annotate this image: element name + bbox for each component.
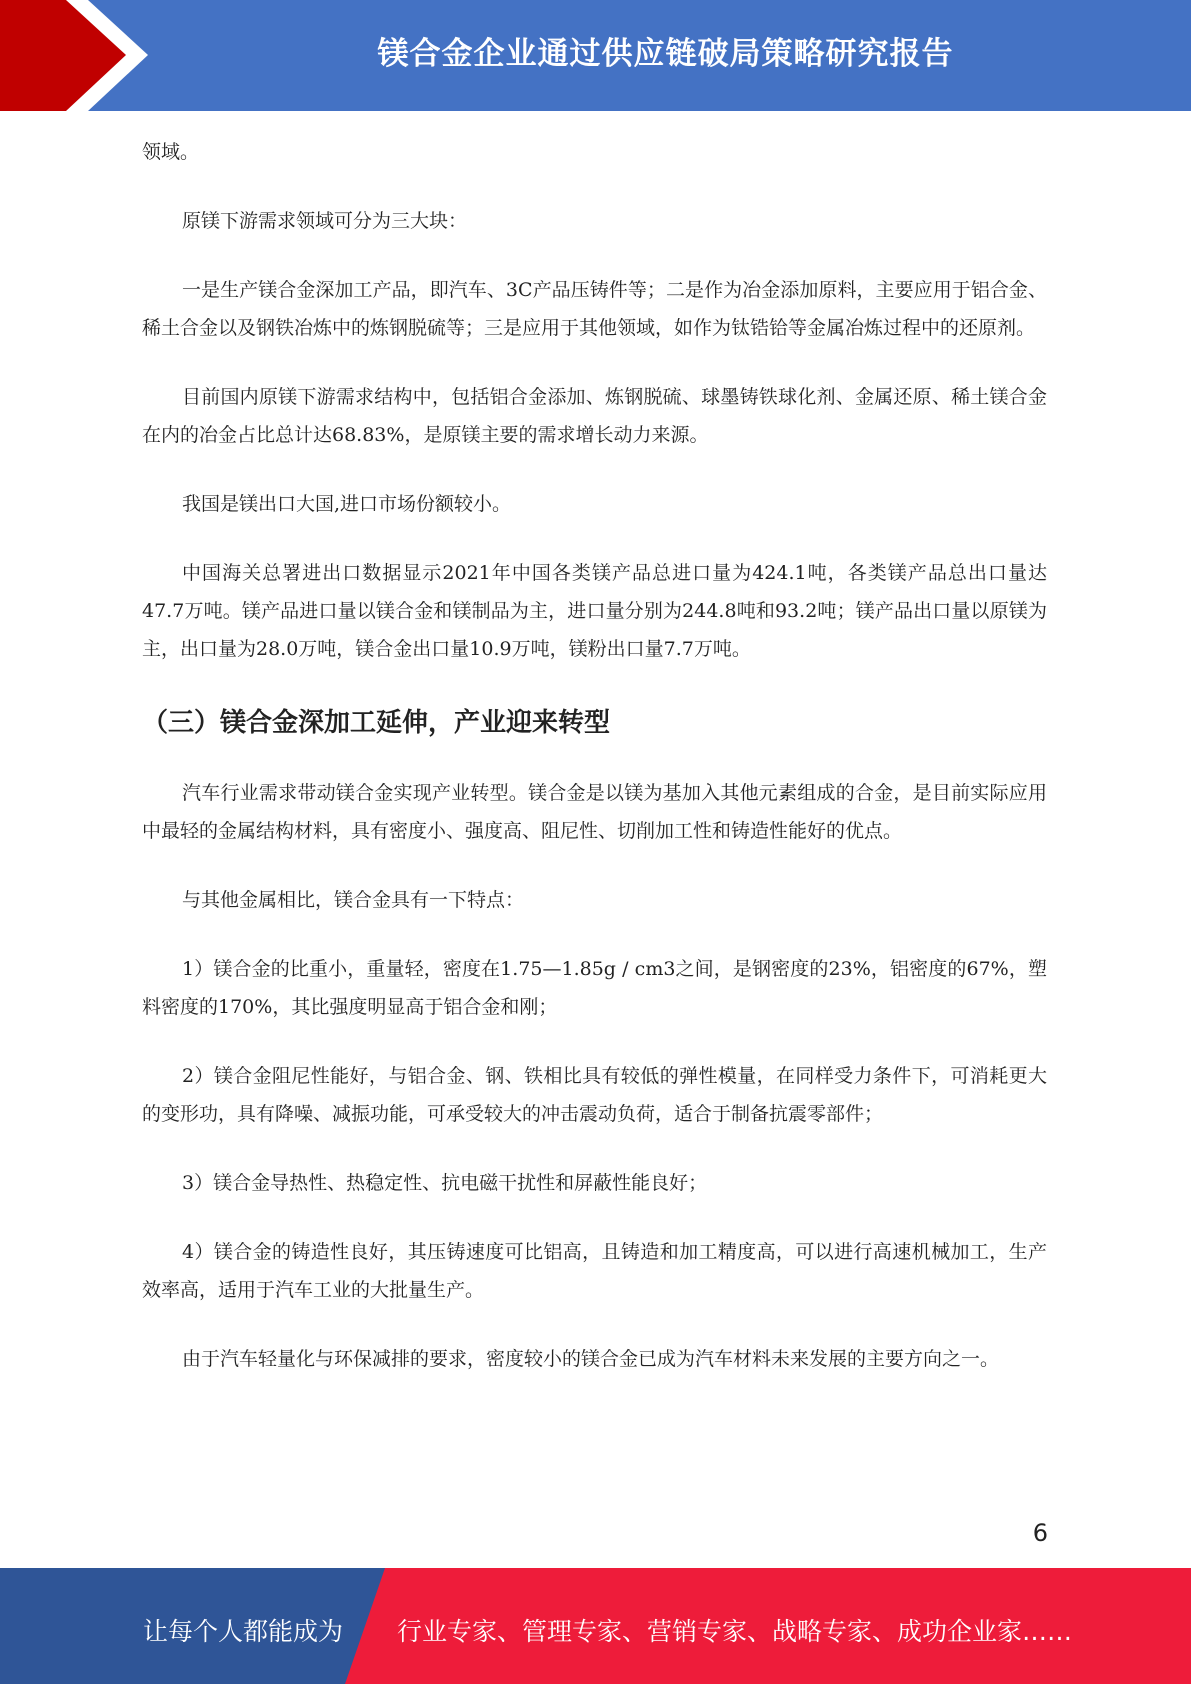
page-content	[142, 133, 1047, 1378]
paragraph: 汽车行业需求带动镁合金实现产业转型。镁合金是以镁为基加入其他元素组成的合金，是目前实际应用中最轻的金属结构材料，具有密度小、强度高、阻尼性、切削加工性和铸造性能好的优点。	[142, 782, 1047, 842]
paragraph: 1）镁合金的比重小，重量轻，密度在1.75—1.85g / cm3之间，是钢密度的23%，铝密度的67%，塑料密度的170%，其比强度明显高于铝合金和刚；	[142, 958, 1047, 1018]
paragraph: 目前国内原镁下游需求结构中，包括铝合金添加、炼钢脱硫、球墨铸铁球化剂、金属还原、稀土镁合金在内的冶金占比总计达68.83%，是原镁主要的需求增长动力来源。	[142, 386, 1047, 446]
page-footer	[0, 1568, 1191, 1684]
page-number: 6	[1032, 1519, 1048, 1547]
footer-slogan-left: 让每个人都能成为	[143, 1617, 344, 1646]
paragraph: 一是生产镁合金深加工产品，即汽车、3C产品压铸件等；二是作为冶金添加原料，主要应用于铝合金、稀土合金以及钢铁冶炼中的炼钢脱硫等；三是应用于其他领域，如作为钛锆铪等金属冶炼过程中的还原剂。	[142, 279, 1047, 339]
paragraph: 由于汽车轻量化与环保减排的要求，密度较小的镁合金已成为汽车材料未来发展的主要方向之一。	[182, 1348, 1000, 1370]
header-title: 镁合金企业通过供应链破局策略研究报告	[377, 36, 954, 72]
paragraph: 与其他金属相比，镁合金具有一下特点：	[182, 889, 525, 911]
page-header	[0, 0, 1191, 111]
paragraph: 4）镁合金的铸造性良好，其压铸速度可比铝高，且铸造和加工精度高，可以进行高速机械加工，生产效率高，适用于汽车工业的大批量生产。	[142, 1241, 1047, 1301]
paragraph: 原镁下游需求领域可分为三大块：	[182, 210, 468, 232]
paragraph: 2）镁合金阻尼性能好，与铝合金、钢、铁相比具有较低的弹性模量，在同样受力条件下，可消耗更大的变形功，具有降噪、减振功能，可承受较大的冲击震动负荷，适合于制备抗震零部件；	[142, 1065, 1047, 1125]
section-heading: （三）镁合金深加工延伸，产业迎来转型	[142, 708, 611, 738]
paragraph: 3）镁合金导热性、热稳定性、抗电磁干扰性和屏蔽性能良好；	[182, 1172, 708, 1194]
footer-slogan-right: 行业专家、管理专家、营销专家、战略专家、成功企业家……	[397, 1617, 1073, 1646]
paragraph: 领域。	[142, 141, 200, 163]
paragraph: 我国是镁出口大国,进口市场份额较小。	[182, 493, 512, 515]
paragraph: 中国海关总署进出口数据显示2021年中国各类镁产品总进口量为424.1吨，各类镁产品总出口量达47.7万吨。镁产品进口量以镁合金和镁制品为主，进口量分别为244.8吨和93.2吨；镁产品出口量以原镁为主，出口量为28.0万吨，镁合金出口量10.9万吨，镁粉出口量7.7万吨。	[142, 562, 1047, 660]
